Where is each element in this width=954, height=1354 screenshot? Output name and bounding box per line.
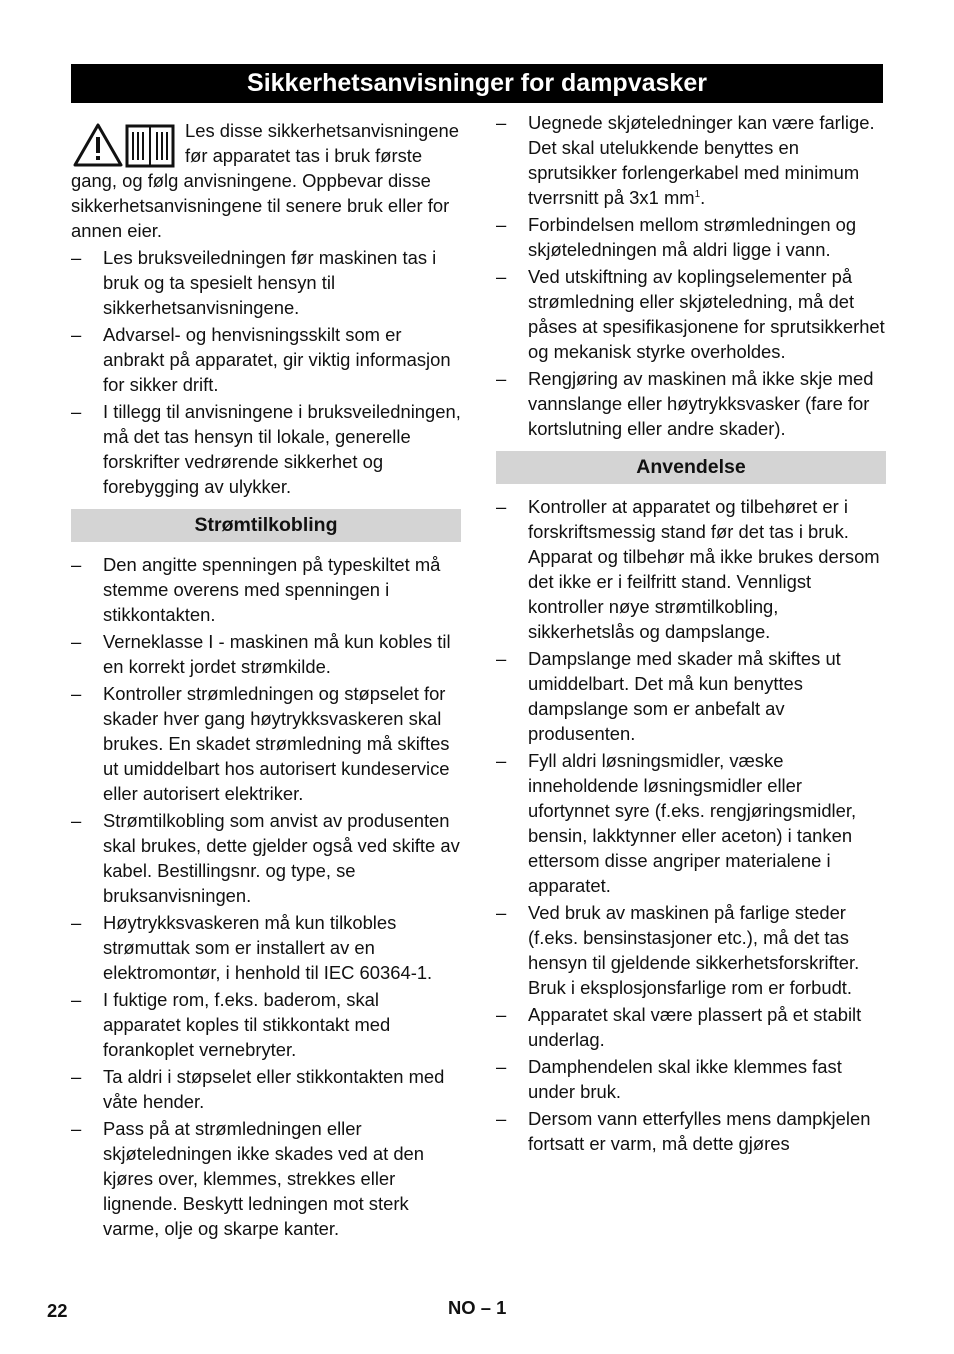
list-item: – Apparatet skal være plassert på et stabilt underlag.	[496, 1004, 862, 1050]
page-number: 22	[47, 1300, 68, 1321]
list-item: – Ved bruk av maskinen på farlige steder (f.eks. bensinstasjoner etc.), må det tas hensyn til gjeldende sikkerhetsforskrifter. Bruk i eksplosjonsfarlige rom er forbudt.	[496, 902, 860, 998]
list-item: – Les bruksveiledningen før maskinen tas i bruk og ta spesielt hensyn til sikkerhetsanvisningene.	[71, 247, 437, 318]
list-item: – Forbindelsen mellom strømledningen og skjøteledningen må aldri ligge i vann.	[496, 214, 857, 260]
list-item: – Uegnede skjøteledninger kan være farlige. Det skal utelukkende benyttes en sprutsikker forlengerkabel med minimum tverrsnitt på 3x1 $mm^1$.	[496, 112, 875, 208]
power-list	[71, 552, 461, 1241]
use-list	[496, 494, 886, 1156]
list-item: – Høytrykksvaskeren må kun tilkobles strømuttak som er installert av en elektromontør, i henhold til IEC 60364-1.	[71, 912, 433, 983]
list-item: – Strømtilkobling som anvist av produsenten skal brukes, dette gjelder også ved skifte av kabel. Bestillingsnr. og type, se bruksanvisningen.	[71, 810, 460, 906]
power-list-continued	[496, 110, 886, 441]
page-title: Sikkerhetsanvisninger for dampvasker	[71, 64, 883, 103]
right-column	[496, 110, 886, 1158]
list-item: – I tillegg til anvisningene i bruksveiledningen, må det tas hensyn til lokale, generelle forskrifter vedrørende sikkerhet og forebygging av ulykker.	[71, 401, 461, 497]
section-heading-use: Anvendelse	[496, 451, 886, 484]
language-page-label: NO – 1	[448, 1297, 507, 1318]
section-heading-power: Strømtilkobling	[71, 509, 461, 542]
list-item: – Advarsel- og henvisningsskilt som er anbrakt på apparatet, gir viktig informasjon for sikker drift.	[71, 324, 451, 395]
list-item: – Verneklasse I - maskinen må kun kobles til en korrekt jordet strømkilde.	[71, 631, 451, 677]
list-item: – Rengjøring av maskinen må ikke skje med vannslange eller høytrykksvasker (fare for kortslutning eller andre skader).	[496, 368, 874, 439]
manual-book-icon	[127, 126, 173, 166]
list-item: – Fyll aldri løsningsmidler, væske inneholdende løsningsmidler eller ufortynnet syre (f.eks. rengjøringsmidler, bensin, lakktynner eller aceton) i tanken ettersom disse angriper materialene i apparatet.	[496, 750, 857, 896]
safety-icons	[71, 122, 177, 168]
list-item: – I fuktige rom, f.eks. baderom, skal apparatet koples til stikkontakt med forankoplet vernebryter.	[71, 989, 391, 1060]
list-item: – Pass på at strømledningen eller skjøteledningen ikke skades ved at den kjøres over, klemmes, strekkes eller lignende. Beskytt ledningen mot sterk varme, olje og skarpe kanter.	[71, 1118, 425, 1239]
intro-block	[71, 118, 461, 243]
list-item: – Dampslange med skader må skiftes ut umiddelbart. Det må kun benyttes dampslange som er anbefalt av produsenten.	[496, 648, 841, 744]
list-item: – Dersom vann etterfylles mens dampkjelen fortsatt er varm, må dette gjøres	[496, 1108, 871, 1154]
list-item: – Den angitte spenningen på typeskiltet må stemme overens med spenningen i stikkontakten.	[71, 554, 441, 625]
list-item: – Damphendelen skal ikke klemmes fast under bruk.	[496, 1056, 842, 1102]
warning-triangle-icon	[75, 125, 121, 165]
list-item: – Kontroller strømledningen og støpselet for skader hver gang høytrykksvaskeren skal brukes. En skadet strømledning må skiftes ut umiddelbart hos autorisert kundeservice eller autorisert elektriker.	[71, 683, 450, 804]
list-item: – Ta aldri i støpselet eller stikkontakten med våte hender.	[71, 1066, 445, 1112]
general-list	[71, 245, 461, 499]
intro-text: Les disse sikkerhetsanvisningene før apparatet tas i bruk første gang, og følg anvisningene. Oppbevar disse sikkerhetsanvisningene til senere bruk eller for annen eier.	[71, 120, 459, 241]
list-item: – Kontroller at apparatet og tilbehøret er i forskriftsmessig stand før det tas i bruk. Apparat og tilbehør må ikke brukes dersom det ikke er i feilfritt stand. Vennligst kontroller nøye strømtilkobling, sikkerhetslås og dampslange.	[496, 496, 880, 642]
left-column	[71, 118, 461, 1243]
list-item: – Ved utskiftning av koplingselementer på strømledning eller skjøteledning, må det påses at spesifikasjonene for sprutsikkerhet og mekanisk styrke overholdes.	[496, 266, 885, 362]
